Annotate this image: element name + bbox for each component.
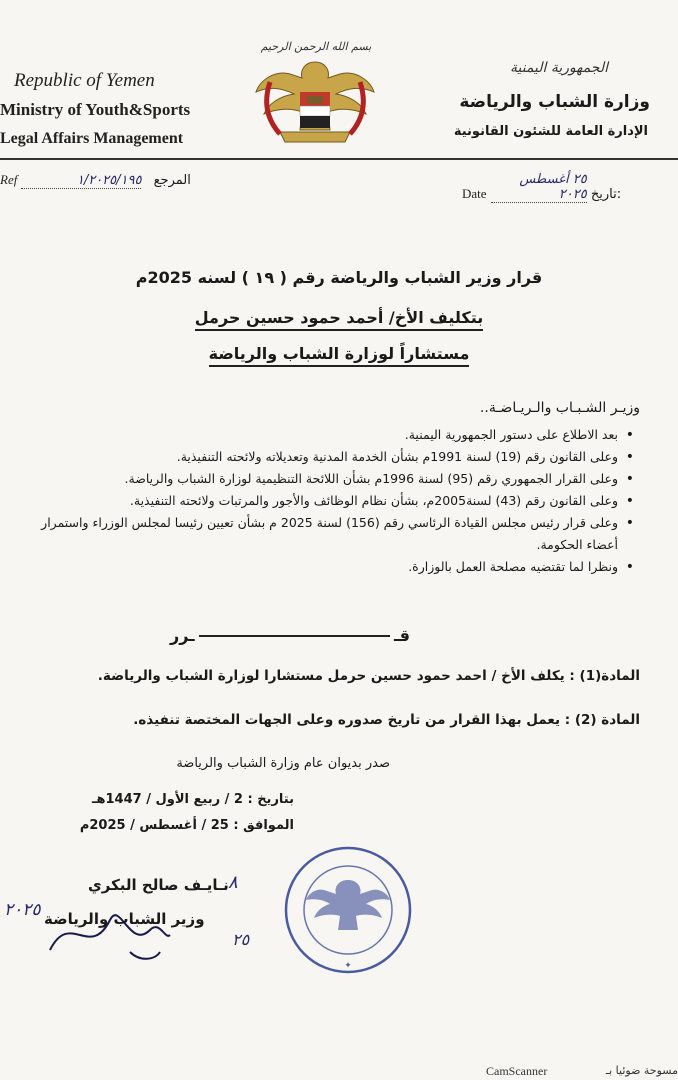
decision-subject-text: بتكليف الأخ/ أحمد حمود حسين حرمل xyxy=(195,308,483,331)
gregorian-date: الموافق : 25 / أغسطس / 2025م xyxy=(79,818,294,833)
signatory-title: وزير الشباب والرياضة xyxy=(44,910,205,928)
decision-position xyxy=(0,344,678,363)
decision-heading-line xyxy=(199,626,390,637)
list-item: • وعلى القانون رقم (43) لسنة2005م، بشأن نظام الوظائف والأجور والمرتبات ولائحته التنفيذية. xyxy=(14,490,634,512)
list-item: • وعلى القرار الجمهوري رقم (95) لسنة 1996م بشأن اللائحة التنظيمية لوزارة الشباب والرياضة. xyxy=(14,468,634,490)
preamble-list xyxy=(14,424,634,578)
signatory-name: نـايـف صالح البكري xyxy=(88,876,229,894)
signature-scribble-icon xyxy=(40,890,180,970)
issued-at: صدر بديوان عام وزارة الشباب والرياضة xyxy=(176,756,390,771)
header-en-ministry: Ministry of Youth&Sports xyxy=(0,100,191,119)
list-item: • بعد الاطلاع على دستور الجمهورية اليمنية. xyxy=(14,424,634,446)
hijri-date: بتاريخ : 2 / ربيع الأول / 1447هـ xyxy=(92,792,294,807)
decision-title: قرار وزير الشباب والرياضة رقم ( ١٩ ) لسنه 2025م xyxy=(135,268,543,287)
ref-value: ١/٢٠٢٥/١٩٥ xyxy=(21,173,141,189)
decision-heading xyxy=(170,626,410,645)
article-1: المادة(1) : يكلف الأخ / احمد حمود حسين حرمل مستشارا لوزارة الشباب والرياضة. xyxy=(97,668,640,684)
yemen-eagle-emblem-icon xyxy=(250,52,380,152)
list-item: • وعلى القانون رقم (19) لسنة 1991م بشأن الخدمة المدنية وتعديلاته ولائحته التنفيذية. xyxy=(14,446,634,468)
date-field xyxy=(462,172,621,203)
list-item: • وعلى قرار رئيس مجلس القيادة الرئاسي رقم (156) لسنة 2025 م بشأن تعيين رئيسا لمجلس الوزراء واستمرار أعضاء الحكومة. xyxy=(14,512,634,556)
ref-label-ar: المرجع xyxy=(153,173,191,188)
date-label-en: Date xyxy=(462,186,487,201)
decision-subject xyxy=(0,308,678,327)
ref-label-en: Ref xyxy=(0,172,18,187)
header-ar-legal: الإدارة العامة للشئون القانونية xyxy=(453,124,648,139)
list-item: • ونظرا لما تقتضيه مصلحة العمل بالوزارة. xyxy=(14,556,634,578)
header-ar-republic: الجمهورية اليمنية xyxy=(509,60,608,76)
date-value: ٢٥ أغسطس ٢٠٢٥ xyxy=(491,172,587,203)
svg-text:✦: ✦ xyxy=(344,961,352,971)
decision-heading-end: ـرر xyxy=(170,626,195,645)
decision-position-text: مستشاراً لوزارة الشباب والرياضة xyxy=(209,344,470,367)
camscanner-watermark: CamScanner xyxy=(486,1064,548,1078)
header-en-republic: Republic of Yemen xyxy=(14,70,155,91)
basmala: بسم الله الرحمن الرحيم xyxy=(260,40,372,53)
decision-heading-start: قـ xyxy=(394,626,410,645)
official-stamp-icon xyxy=(278,840,418,980)
camscanner-watermark-ar: مسوحة ضوئيا بـ xyxy=(605,1064,678,1077)
minister-heading: وزيـر الشـبـاب والـريـاضـة.. xyxy=(479,400,640,416)
header-ar-ministry: وزارة الشباب والرياضة xyxy=(459,92,650,112)
handwritten-year: ٢٠٢٥ xyxy=(4,900,41,920)
handwritten-mark: ٨ xyxy=(228,872,238,893)
article-2: المادة (2) : يعمل بهذا القرار من تاريخ صدوره وعلى الجهات المختصة تنفيذه. xyxy=(133,712,640,728)
handwritten-number: ٢٥ xyxy=(232,930,250,949)
reference-field xyxy=(0,172,191,189)
date-label-ar: تاريخ: xyxy=(590,187,622,202)
header-divider xyxy=(0,158,678,160)
header-en-legal: Legal Affairs Management xyxy=(0,130,184,147)
